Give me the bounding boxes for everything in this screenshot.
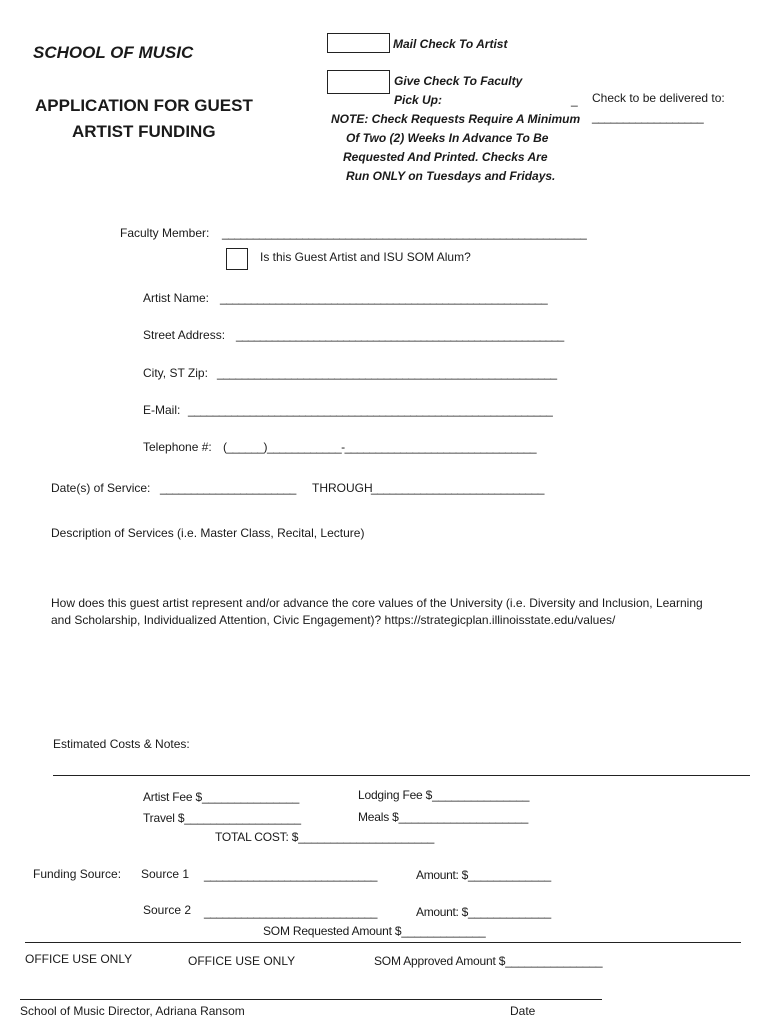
street-address-field[interactable]: _______________________________________________________ <box>236 328 564 342</box>
core-values-question-line1: How does this guest artist represent and/or advance the core values of the University (i.e. Diversity and Inclusion, Learning <box>51 596 703 610</box>
email-label: E-Mail: <box>143 403 181 417</box>
funding-source-label: Funding Source: <box>33 867 122 881</box>
source1-field[interactable]: ____________________________ <box>204 868 377 882</box>
estimated-costs-notes-line[interactable] <box>53 775 750 776</box>
director-signature-label: School of Music Director, Adriana Ransom <box>20 1004 245 1018</box>
amount1-field[interactable]: Amount: $_____________ <box>416 868 551 882</box>
source1-label: Source 1 <box>141 867 190 881</box>
director-signature-line[interactable] <box>20 999 602 1000</box>
give-check-checkbox[interactable] <box>327 70 390 94</box>
through-label: THROUGH <box>312 481 373 495</box>
mail-check-label: Mail Check To Artist <box>393 37 508 51</box>
note-line3: Requested And Printed. Checks Are <box>343 150 548 164</box>
core-values-question-line2: and Scholarship, Individualized Attention, Civic Engagement)? https://strategicplan.illinoisstate.edu/values/ <box>51 613 616 627</box>
source2-field[interactable]: ____________________________ <box>204 905 377 919</box>
lodging-fee-field[interactable]: Lodging Fee $_______________ <box>358 788 530 802</box>
alum-checkbox[interactable] <box>226 248 248 270</box>
delivered-to-label: Check to be delivered to: <box>592 91 725 105</box>
give-check-label-line1: Give Check To Faculty <box>394 74 523 88</box>
form-title-line2: ARTIST FUNDING <box>72 122 216 141</box>
artist-fee-field[interactable]: Artist Fee $_______________ <box>143 790 300 804</box>
telephone-field[interactable]: (______)____________-_______________________________ <box>223 440 537 454</box>
dates-of-service-label: Date(s) of Service: <box>51 481 151 495</box>
note-line4: Run ONLY on Tuesdays and Fridays. <box>346 169 556 183</box>
email-field[interactable]: ___________________________________________________________ <box>188 403 553 417</box>
office-use-divider <box>25 942 741 943</box>
alum-question: Is this Guest Artist and ISU SOM Alum? <box>260 250 471 264</box>
faculty-member-label: Faculty Member: <box>120 226 210 240</box>
estimated-costs-label: Estimated Costs & Notes: <box>53 737 190 751</box>
som-approved-amount-field[interactable]: SOM Approved Amount $_______________ <box>374 954 603 968</box>
note-line1: NOTE: Check Requests Require A Minimum <box>331 112 581 126</box>
source2-label: Source 2 <box>143 903 192 917</box>
signature-date-label: Date <box>510 1004 536 1018</box>
amount2-field[interactable]: Amount: $_____________ <box>416 905 551 919</box>
total-cost-field[interactable]: TOTAL COST: $_____________________ <box>215 830 435 844</box>
artist-name-field[interactable]: _____________________________________________________ <box>220 291 548 305</box>
give-check-label-line2: Pick Up: <box>394 93 443 107</box>
meals-field[interactable]: Meals $____________________ <box>358 810 529 824</box>
delivered-to-field[interactable]: __________________ <box>592 110 704 124</box>
city-state-zip-label: City, ST Zip: <box>143 366 208 380</box>
school-name: SCHOOL OF MUSIC <box>33 43 194 62</box>
give-check-blank: _ <box>571 93 578 107</box>
artist-name-label: Artist Name: <box>143 291 210 305</box>
mail-check-checkbox[interactable] <box>327 33 390 53</box>
note-line2: Of Two (2) Weeks In Advance To Be <box>346 131 549 145</box>
city-state-zip-field[interactable]: _______________________________________________________ <box>217 366 557 380</box>
faculty-member-field[interactable]: ___________________________________________________________ <box>222 226 587 240</box>
street-address-label: Street Address: <box>143 328 226 342</box>
form-title-line1: APPLICATION FOR GUEST <box>35 96 253 115</box>
travel-field[interactable]: Travel $__________________ <box>143 811 301 825</box>
dates-end-field[interactable]: ____________________________ <box>371 481 544 495</box>
dates-start-field[interactable]: ______________________ <box>160 481 296 495</box>
office-use-only-label-1: OFFICE USE ONLY <box>25 952 133 966</box>
som-requested-amount-field[interactable]: SOM Requested Amount $_____________ <box>263 924 486 938</box>
telephone-label: Telephone #: <box>143 440 212 454</box>
description-label: Description of Services (i.e. Master Class, Recital, Lecture) <box>51 526 365 540</box>
office-use-only-label-2: OFFICE USE ONLY <box>188 954 296 968</box>
